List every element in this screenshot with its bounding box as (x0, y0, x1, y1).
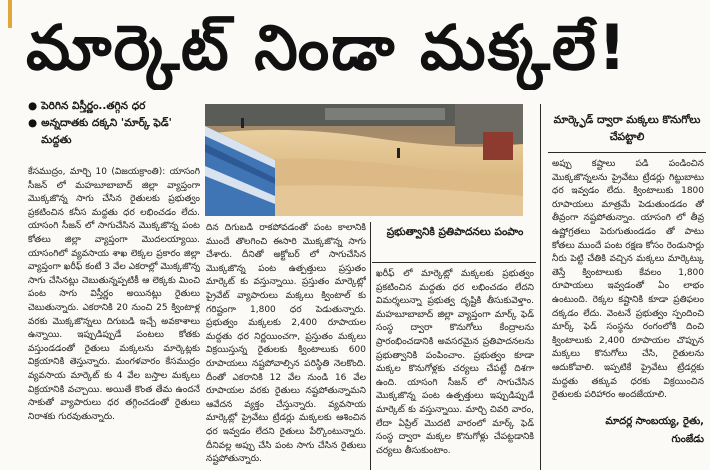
article-column-1: కేసముద్రం, మార్చి 10 (విజయక్రాంతి): యాసంగి సీజన్ లో మహబూబాబాద్ జిల్లా వ్యాప్తంగా మొక్కజొన్న సాగు చేసిన రైతులకు ప్రభుత్వం ప్రకటించిన కనీస మద్దతు ధర లభించడం లేదు. యాసంగి సీజన్ లో సాగుచేసిన మొక్కజొన్న పంట కోతలు జిల్లా వ్యాప్తంగా మొదలయ్యాయి. యాసంగిలో వ్యవసాయ శాఖ లెక్కల ప్రకారం జిల్లా వ్యాప్తంగా ఖరీఫ్ కంటే 3 వేల ఎకరాల్లో మొక్కజొన్న సాగు చేసినట్లు చెబుతున్నప్పటికీ ఆ లెక్కకు మించి పంట సాగు విస్తీర్ణం అయినట్లు రైతులు చెబుతున్నారు. ఎకరానికి 20 నుంచి 25 క్వింటాళ్ల వరకు మొక్కజొన్నలు దిగుబడి ఇచ్చే అవకాశాలు ఉన్నాయి. ఇప్పుడిప్పుడే పంటలు కోతకు వస్తుండడంతో రైతులు మక్కలను మార్కెట్లకు విక్రయానికి తెస్తున్నారు. మంగళవారం కేసముద్రం వ్యవసాయ మార్కెట్ కు 4 వేల బస్తాల మక్కలు విక్రయానికి వచ్చాయి. అయితే కొంత తేమ ఉందనే సాకుతో వ్యాపారులు ధర తగ్గించడంతో రైతులు నిరాశకు గురవుతున్నారు. (28, 167, 200, 422)
subhead-2 (28, 115, 200, 149)
market-photo (205, 104, 523, 216)
signature-place: గుంజేడు (671, 434, 704, 445)
subhead-2-text: అన్నదాతకు దక్కని 'మార్క్ ఫెడ్' మద్దతు (41, 117, 172, 146)
previous-column-edge (0, 0, 22, 470)
bullet-icon: ● (28, 100, 38, 112)
article-column-2: దిన దిగుబడి రాకపోవడంతో పంట కాలానికి ముందే తొలగించి ఈసారి మొక్కజొన్న సాగు చేశారు. దీనితో అక్టోబర్ లో సాగుచేసిన మొక్కజొన్న పంట ఉత్పత్తులు ప్రస్తుతం మార్కెట్ కు వస్తున్నాయి. ప్రస్తుతం మార్కెట్లో ప్రైవేట్ వ్యాపారులు మక్కలు క్వింటాల్ కు గరిష్టంగా 1,800 ధర పెడుతున్నారు. ప్రభుత్వం మక్కలకు 2,400 రూపాయల మద్దతు ధర నిర్ణయించగా, ప్రస్తుతం మక్కలు విక్రయిస్తున్న రైతులకు క్వింటాలుకు 600 రూపాయలు నష్టపోవాల్సిన పరిస్థితి నెలకొంది. దీంతో ఎకరానికి 12 వేల నుండి 16 వేల రూపాయల వరకు రైతులు నష్టపోతున్నామని ఆవేదన వ్యక్తం చేస్తున్నారు. వ్యవసాయ మార్కెట్లో ప్రైవేటు ట్రేడర్లు మక్కలకు ఆశించిన ధర ఇవ్వడం లేదని రైతులు పేర్కొంటున్నారు. దీనివల్ల అప్పు చేసి పంట సాగు చేసిన రైతులు నష్టపోతున్నారు. (206, 223, 366, 465)
farmer-quote-title: మార్క్ఫెడ్ ద్వారా మక్కలు కొనుగోలు చేపట్టాలి (553, 114, 701, 143)
subhead-1 (28, 98, 200, 115)
bullet-icon: ● (28, 117, 38, 129)
column-divider (370, 222, 371, 470)
maize-heaps-photo-icon (205, 104, 523, 216)
subhead-1-text: పెరిగిన విస్తీర్ణం..తగ్గిన ధర (41, 100, 146, 112)
farmer-quote-body: అప్పు కష్టాలు పడి పండించిన మొక్కజొన్నలను ప్రైవేటు ట్రేడర్లు గిట్టుబాటు ధర ఇవ్వడం లేదు. క్వింటాలుకు 1800 రూపాయలు మాత్రమే పెడుతుండడం తో తీవ్రంగా నష్టపోతున్నాం. యాసంగి లో తీవ్ర ఉష్ణోగ్రతలు పెరుగుతుండడం తో పాటు కోతలు ముందే పంట రక్షణ కోసం రెండుసార్లు నీరు పెట్టి చేతికి వచ్చిన మక్కలు మార్కెట్కు తెస్తే క్వింటాలుకు కేవలం 1,800 రూపాయలు ఇవ్వడంతో ఏం లాభం ఉంటుంది. రెక్కల కష్టానికి కూడా ప్రతిఫలం దక్కడం లేదు. వెంటనే ప్రభుత్వం స్పందించి మార్క్ ఫెడ్ సంస్థను రంగంలోకి దించి క్వింటాలుకు 2,400 రూపాయల చొప్పున మక్కలు కొనుగోలు చేసి, రైతులను ఆదుకోవాలి. ఇప్పటికే ప్రైవేటు ట్రేడర్లకు మద్దతు తక్కువ ధరకు విక్రయించిన రైతులకు పరిహారం అందజేయాలి. (552, 159, 704, 401)
quote-box-title: ప్రభుత్వానికి ప్రతిపాదనలు పంపాం (386, 226, 524, 238)
quote-box-body: ఖరీఫ్ లో మార్కెట్లో మక్కలకు ప్రభుత్వం ప్రకటించిన మద్దతు ధర లభించడం లేదని విమర్శలున్నా ప్రభుత్వ దృష్టికి తీసుకువెళ్తాం. మహబూబాబాద్ జిల్లా వ్యాప్తంగా మార్క్ ఫెడ్ సంస్థ ద్వారా కొనుగోలు కేంద్రాలను ప్రారంభించడానికి అవసరమైన ప్రతిపాదనలను ప్రభుత్వానికి పంపించాం. ప్రభుత్వం కూడా మక్కల కొనుగోళ్లకు చర్యలు చేపట్టే దిశగా ఉంది. యాసంగి సీజన్ లో సాగుచేసిన మొక్కజొన్న పంట ఉత్పత్తులు ఇప్పుడిప్పుడే మార్కెట్ కు వస్తున్నాయి. మార్చి చివరి వారం, లేదా ఏప్రిల్ మొదటి వారంలో మార్క్ ఫెడ్ సంస్థ ద్వారా మక్కల కొనుగోళ్లు చేపట్టడానికి చర్యలు తీసుకుంటాం. (376, 269, 534, 456)
farmer-quote-rule (548, 152, 706, 153)
signature-name: మాదర్ల సాంబయ్య, రైతు, (605, 416, 704, 427)
headline: మార్కెట్ నిండా మక్కలే! (26, 11, 629, 84)
color-marker (8, 0, 12, 28)
quote-box-rule (372, 262, 536, 263)
subheads (28, 98, 200, 149)
